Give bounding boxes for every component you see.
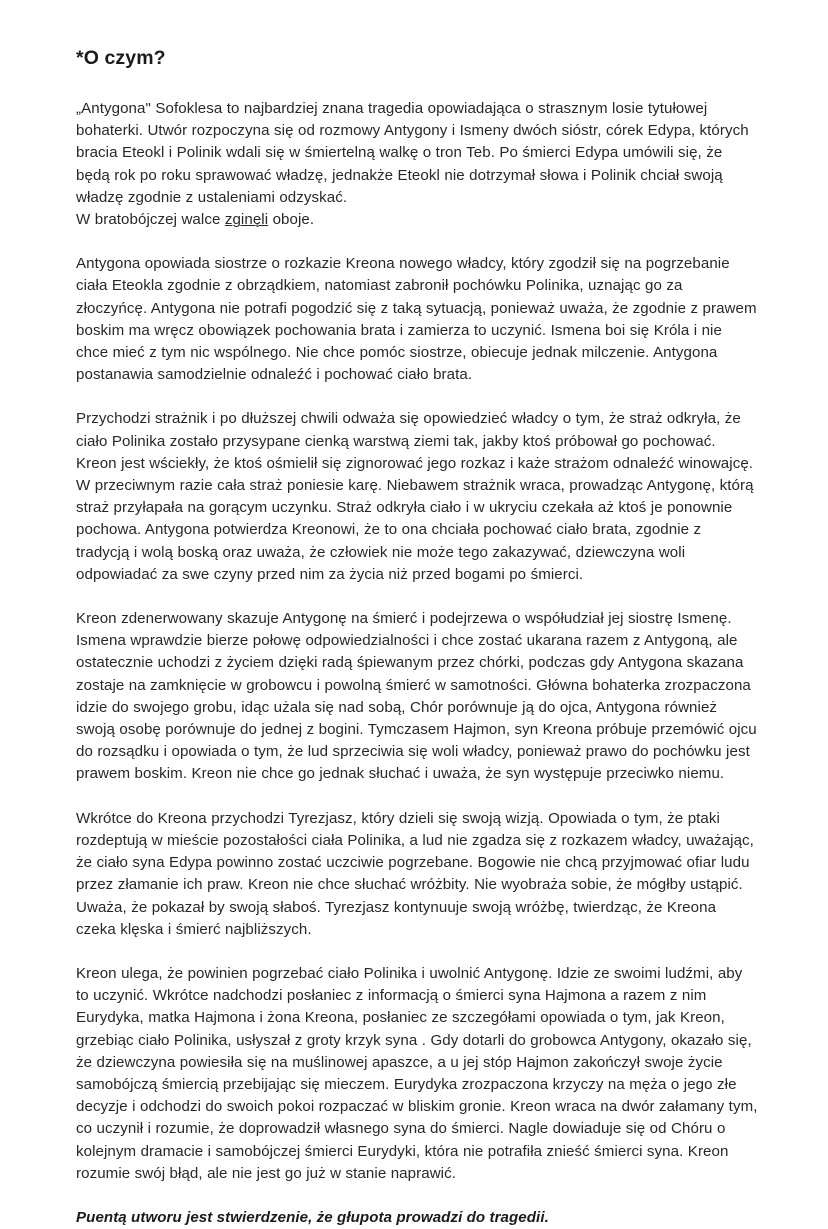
paragraph-2: Antygona opowiada siostrze o rozkazie Kreona nowego władcy, który zgodził się na pogrzebanie ciała Eteokla zgodnie z obrządkiem, natomiast zabronił pochówku Polinika, uznając go za złoczyńcę. Antygona nie potrafi pogodzić się z taką sytuacją, ponieważ uważa, że zgodnie z prawem boskim ma wręcz obowiązek pochowania brata i zamierza to uczynić. Ismena boi się Króla i nie chce mieć z tym nic wspólnego. Nie chce pomóc siostrze, obiecuje jednak milczenie. Antygona postanawia samodzielnie odnaleźć i pochować ciało brata.: [76, 255, 757, 384]
paragraph-1-line2-prefix: W bratobójczej walce: [76, 211, 225, 229]
conclusion-statement: Puentą utworu jest stwierdzenie, że głupota prowadzi do tragedii.: [76, 1208, 549, 1226]
spellcheck-underlined-word: zginęli: [224, 211, 269, 229]
paragraph-6: Kreon ulega, że powinien pogrzebać ciało Polinika i uwolnić Antygonę. Idzie ze swoimi ludźmi, aby to uczynić. Wkrótce nadchodzi posłaniec z informacją o śmierci syna Hajmona a razem z nim Eurydyka, matka Hajmona i żona Kreona, posłaniec ze szczegółami opowiada o tym, jak Kreon, grzebiąc ciało Polinika, usłyszał z groty krzyk syna . Gdy dotarli do grobowca Antygony, okazało się, że dziewczyna powiesiła się na muślinowej apaszce, a u jej stóp Hajmon zakończył swoje życie samobójczą śmiercią przebijając się mieczem. Eurydyka zrozpaczona krzyczy na męża o jego złe decyzje i odchodzi do swoich pokoi rozpaczać w bliskim gronie. Kreon wraca na dwór załamany tym, co uczynił i rozumie, że doprowadził własnego syna do śmierci. Nagle dowiaduje się od Chóru o kolejnym dramacie i samobójczej śmierci Eurydyki, która nie potrafiła znieść śmierci syna. Kreon rozumie swój błąd, ale nie jest go już w stanie naprawić.: [76, 964, 758, 1182]
paragraph-3: Przychodzi strażnik i po dłuższej chwili odważa się opowiedzieć władcy o tym, że straż odkryła, że ciało Polinika zostało przysypane cienką warstwą ziemi tak, jakby ktoś próbował go pochować. Kreon jest wściekły, że ktoś ośmielił się zignorować jego rozkaz i każe strażom odnaleźć winowajcę. W przeciwnym razie cała straż poniesie karę. Niebawem strażnik wraca, prowadząc Antygonę, którą straż przyłapała na gorącym uczynku. Straż odkryła ciało i w ukryciu czekała aż ktoś je ponownie pochowa. Antygona potwierdza Kreonowi, że to ona chciała pochować ciało brata, zgodnie z tradycją i wolą boską oraz uważa, że człowiek nie może tego zakazywać, dziewczyna woli odpowiadać za swe czyny przed nim za życia niż przed bogami po śmierci.: [76, 410, 754, 583]
paragraph-5: Wkrótce do Kreona przychodzi Tyrezjasz, który dzieli się swoją wizją. Opowiada o tym, że ptaki rozdeptują w mieście pozostałości ciała Polinika, a lud nie zgadza się z rozkazem władcy, uważając, że ciało syna Edypa powinno zostać uczciwie pogrzebane. Bogowie nie chcą przyjmować ofiar ludu przez złamanie ich praw. Kreon nie chce słuchać wróżbity. Nie wyobraża sobie, że mógłby ustąpić. Uważa, że pokazał by swoją słaboś. Tyrezjasz kontynuuje swoją wróżbę, twierdząc, że Kreona czeka klęska i śmierć najbliższych.: [76, 809, 754, 938]
document-body: [76, 98, 758, 1229]
paragraph-1-text: „Antygona" Sofoklesa to najbardziej znana tragedia opowiadająca o strasznym losie tytułowej bohaterki. Utwór rozpoczyna się od rozmowy Antygony i Ismeny dwóch sióstr, córek Edypa, których bracia Eteokl i Polinik wdali się w śmiertelną walkę o tron Teb. Po śmierci Edypa umówili się, że będą rok po roku sprawować władzę, jednakże Eteokl nie dotrzymał słowa i Polinik chciał swoją władzę zgodnie z ustaleniami odzyskać.: [76, 100, 749, 206]
paragraph-1: [76, 98, 758, 231]
page-title: *O czym?: [76, 47, 166, 69]
paragraph-4: Kreon zdenerwowany skazuje Antygonę na śmierć i podejrzewa o współudział jej siostrę Ismenę. Ismena wprawdzie bierze połowę odpowiedzialności i chce zostać ukarana razem z Antygoną, ale ostatecznie uchodzi z życiem dzięki radą śpiewanym przez chórki, podczas gdy Antygona skazana zostaje na zamknięcie w grobowcu i powolną śmierć w samotności. Główna bohaterka zrozpaczona idzie do swojego grobu, idąc użala się nad sobą, Chór porównuje ją do ojca, Antygona również swoją osobę porównuje do jednej z bogini. Tymczasem Hajmon, syn Kreona próbuje przemówić ojcu do rozsądku i opowiada o tym, że lud sprzeciwia się woli władcy, ponieważ prawo do pochówku jest prawem boskim. Kreon nie chce go jednak słuchać i uważa, że syn występuje przeciwko niemu.: [76, 610, 757, 783]
paragraph-1-line2-suffix: oboje.: [268, 211, 315, 229]
